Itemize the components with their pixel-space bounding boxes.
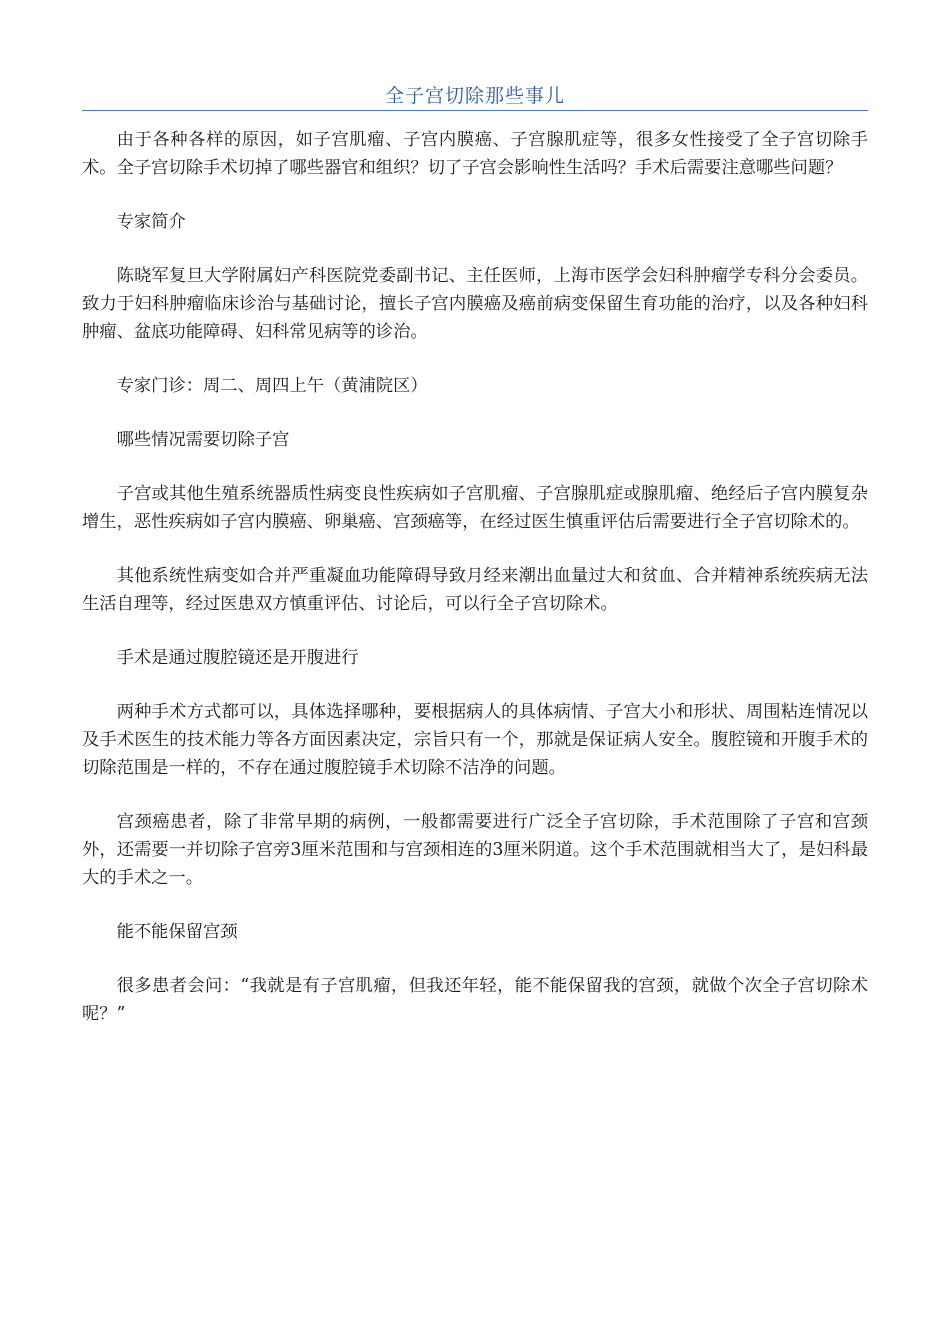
document-body — [82, 126, 868, 1054]
section-heading-surgery-method: 手术是通过腹腔镜还是开腹进行 — [116, 648, 359, 668]
section-heading-expert-intro: 专家简介 — [116, 212, 186, 232]
expert-bio-paragraph: 陈晓军复旦大学附属妇产科医院党委副书记、主任医师，上海市医学会妇科肿瘤学专科分会委员。致力于妇科肿瘤临床诊治与基础讨论，擅长子宫内膜癌及癌前病变保留生育功能的治疗，以及各种妇科肿瘤、盆底功能障碍、妇科常见病等的诊治。 — [82, 266, 868, 342]
when-remove-paragraph-1: 子宫或其他生殖系统器质性病变良性疾病如子宫肌瘤、子宫腺肌症或腺肌瘤、绝经后子宫内膜复杂增生，恶性疾病如子宫内膜癌、卵巢癌、宫颈癌等，在经过医生慎重评估后需要进行全子宫切除术的。 — [82, 484, 868, 532]
keep-cervix-paragraph: 很多患者会问：“我就是有子宫肌瘤，但我还年轻，能不能保留我的宫颈，就做个次全子宫切除术呢？” — [82, 976, 868, 1024]
surgery-method-paragraph-1: 两种手术方式都可以，具体选择哪种，要根据病人的具体病情、子宫大小和形状、周围粘连情况以及手术医生的技术能力等各方面因素决定，宗旨只有一个，那就是保证病人安全。腹腔镜和开腹手术的切除范围是一样的，不存在通过腹腔镜手术切除不洁净的问题。 — [82, 702, 868, 778]
section-heading-keep-cervix: 能不能保留宫颈 — [116, 922, 238, 942]
when-remove-paragraph-2: 其他系统性病变如合并严重凝血功能障碍导致月经来潮出血量过大和贫血、合并精神系统疾病无法生活自理等，经过医患双方慎重评估、讨论后，可以行全子宫切除术。 — [82, 566, 868, 614]
document-header — [82, 80, 868, 111]
section-heading-when-remove: 哪些情况需要切除子宫 — [116, 430, 290, 450]
document-title: 全子宫切除那些事儿 — [384, 85, 565, 107]
expert-clinic-hours: 专家门诊：周二、周四上午（黄浦院区） — [116, 376, 428, 396]
surgery-method-paragraph-2: 宫颈癌患者，除了非常早期的病例，一般都需要进行广泛全子宫切除，手术范围除了子宫和宫颈外，还需要一并切除子宫旁3厘米范围和与宫颈相连的3厘米阴道。这个手术范围就相当大了，是妇科最大的手术之一。 — [82, 812, 868, 888]
intro-paragraph: 由于各种各样的原因，如子宫肌瘤、子宫内膜癌、子宫腺肌症等，很多女性接受了全子宫切除手术。全子宫切除手术切掉了哪些器官和组织？切了子宫会影响性生活吗？手术后需要注意哪些问题？ — [82, 130, 868, 178]
